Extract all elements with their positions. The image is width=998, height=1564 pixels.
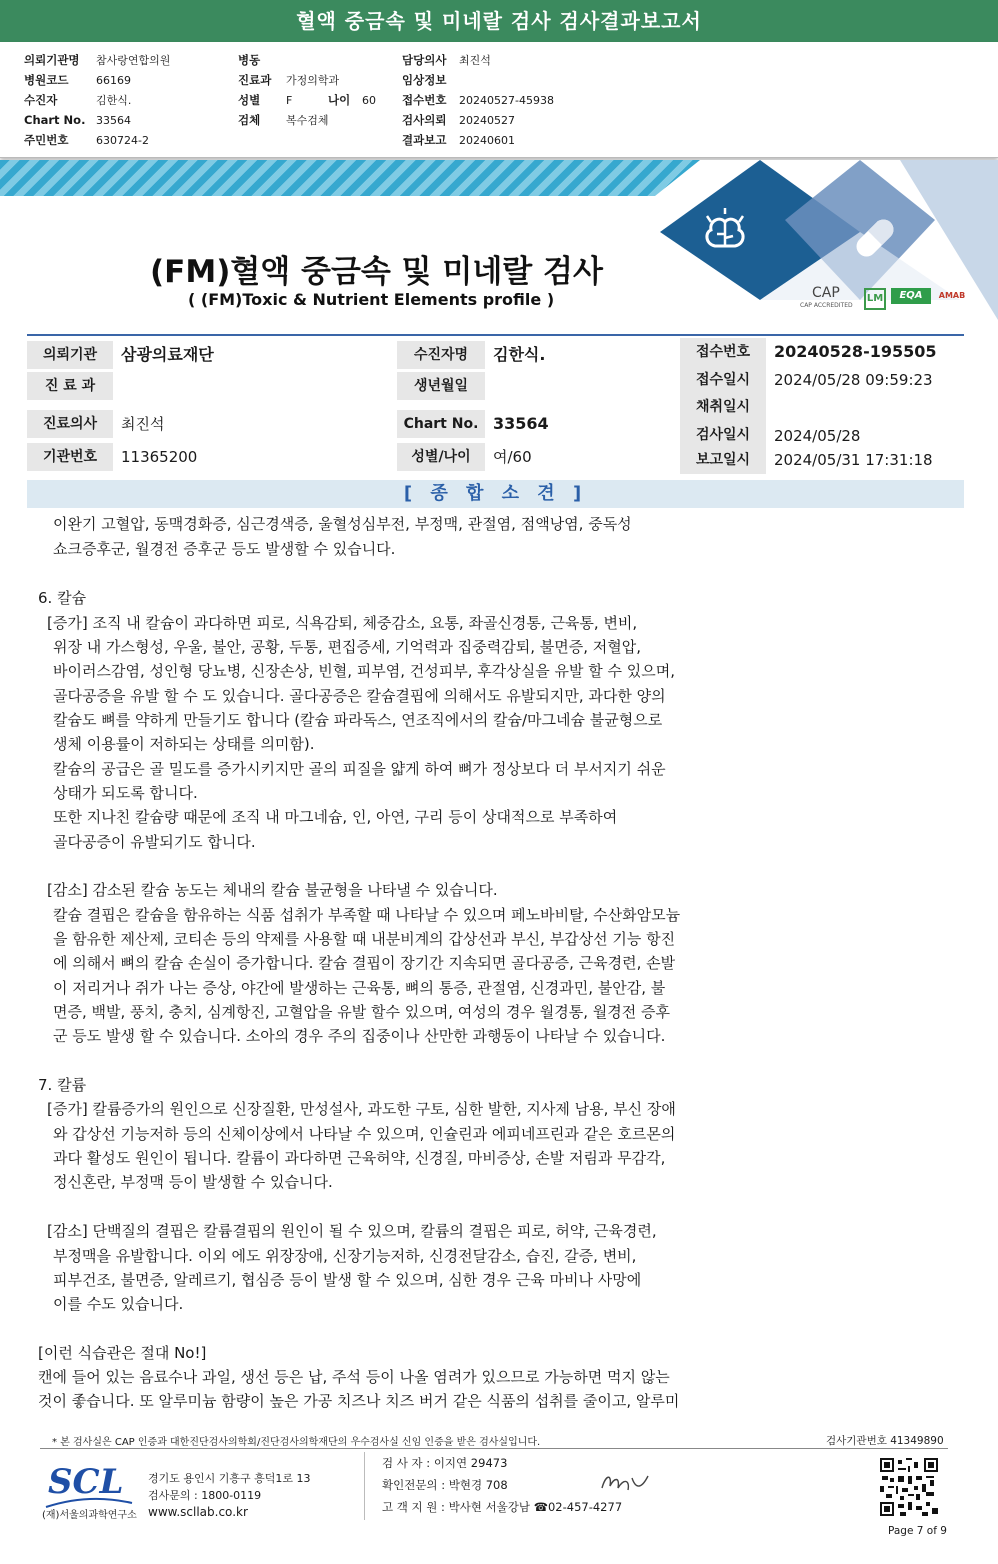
report-top-title: 혈액 중금속 및 미네랄 검사 검사결과보고서 [0, 0, 998, 42]
text-line: 부정맥을 유발합니다. 이외 에도 위장장애, 신장기능저하, 신경전달감소, 습진, 갈증, 변비, [53, 1247, 637, 1265]
text-line: [감소] 단백질의 결핍은 칼륨결핍의 원인이 될 수 있으며, 칼륨의 결핍은 피로, 허약, 근육경련, [47, 1222, 657, 1240]
header-row: 수진자 김한식. [24, 93, 132, 107]
signature-image [598, 1470, 654, 1496]
section-heading: 6. 칼슘 [38, 589, 87, 607]
patient-row: 진 료 과 생년월일 [27, 372, 964, 400]
receipt-dt: 2024/05/28 09:59:23 [774, 371, 933, 389]
specialist: 확인전문의 : 박현경 708 [382, 1478, 508, 1492]
cap-accredited-text: CAP ACCREDITED [800, 302, 853, 309]
section-heading: 7. 칼륨 [38, 1076, 87, 1094]
patient-row: 진료의사 최진석 Chart No. 33564 [27, 410, 964, 438]
report-dt: 2024/05/31 17:31:18 [774, 451, 933, 469]
header-row: Chart No. 33564 [24, 113, 131, 127]
report-title: (FM)혈액 중금속 및 미네랄 검사 [150, 254, 603, 290]
test-label: 검사일시 [680, 421, 766, 449]
receipt-no-label: 접수번호 [680, 338, 766, 366]
brain-icon [697, 206, 753, 262]
lab-address: 경기도 용인시 기흥구 흥덕1로 13 [148, 1472, 311, 1485]
lm-logo: LM [864, 288, 886, 310]
header-row: 성별 F 나이 60 [238, 93, 376, 107]
text-line: [증가] 칼륨증가의 원인으로 신장질환, 만성설사, 과도한 구토, 심한 발한, 지사제 남용, 부신 장애 [47, 1100, 676, 1118]
report-subtitle: ( (FM)Toxic & Nutrient Elements profile ) [188, 290, 555, 309]
text-line: 칼슘도 뼈를 약하게 만들기도 합니다 (칼슘 파라독스, 연조직에서의 칼슘/마그네슘 불균형으로 [53, 711, 663, 729]
text-line: [증가] 조직 내 칼슘이 과다하면 피로, 식욕감퇴, 체중감소, 요통, 좌골신경통, 근육통, 변비, [47, 614, 638, 632]
examiner: 검 사 자 : 이지연 29473 [382, 1456, 508, 1470]
patient-row: 기관번호 11365200 성별/나이 여/60 [27, 443, 964, 471]
text-line: 이를 수도 있습니다. [53, 1295, 184, 1313]
patient-row: 의뢰기관 삼광의료재단 수진자명 김한식. [27, 341, 964, 369]
text-line: 와 갑상선 기능저하 등의 신체이상에서 나타날 수 있으며, 인슐린과 에피네프린과 같은 호르몬의 [53, 1125, 676, 1143]
text-line: 것이 좋습니다. 또 알루미늄 함량이 높은 가공 치즈나 치즈 버거 같은 식품의 섭취를 줄이고, 알루미 [38, 1392, 680, 1410]
footer-vline [364, 1452, 365, 1520]
header-row: 의뢰기관명 참사랑연합의원 [24, 53, 171, 67]
text-line: [감소] 감소된 칼슘 농도는 체내의 칼슘 불균형을 나타낼 수 있습니다. [47, 881, 498, 899]
text-line: 정신혼란, 부정맥 등이 발생할 수 있습니다. [53, 1173, 333, 1191]
header-info [0, 42, 998, 158]
receipt-no: 20240528-195505 [774, 342, 937, 361]
section-heading: [이런 식습관은 절대 No!] [38, 1344, 207, 1362]
cap-logo-text: CAP [812, 285, 840, 301]
text-line: 생체 이용률이 저하되는 상태를 의미함). [53, 735, 315, 753]
page-number: Page 7 of 9 [888, 1525, 947, 1537]
text-line: 캔에 들어 있는 음료수나 과일, 생선 등은 납, 주석 등이 나올 염려가 있으므로 가능하면 먹지 않는 [38, 1368, 670, 1386]
text-line: 골다공증을 유발 할 수 도 있습니다. 골다공증은 칼슘결핍에 의해서도 유발되지만, 과다한 양의 [53, 687, 666, 705]
collect-label: 채취일시 [680, 393, 766, 421]
scl-logo: SCL [48, 1462, 124, 1502]
text-line: 을 함유한 제산제, 코티손 등의 약제를 사용할 때 내분비계의 갑상선과 부신, 부갑상선 기능 항진 [53, 930, 676, 948]
amab-logo: AMAB [938, 291, 966, 300]
qr-code [880, 1458, 938, 1516]
text-line: 쇼크증후군, 월경전 증후군 등도 발생할 수 있습니다. [53, 540, 396, 558]
receipt-dt-label: 접수일시 [680, 366, 766, 394]
report-banner [0, 160, 998, 335]
header-row: 담당의사 최진석 [402, 53, 491, 67]
text-line: 바이러스감염, 성인형 당뇨병, 신장손상, 빈혈, 피부염, 건성피부, 후각상실을 유발 할 수 있으며, [53, 662, 675, 680]
header-row: 결과보고 20240601 [402, 133, 515, 147]
text-line: 위장 내 가스형성, 우울, 불안, 공황, 두통, 편집증세, 기억력과 집중력감퇴, 불면증, 저혈압, [53, 638, 642, 656]
report-label: 보고일시 [680, 446, 766, 474]
text-line: 피부건조, 불면증, 알레르기, 협심증 등이 발생 할 수 있으며, 심한 경우 근육 마비나 사망에 [53, 1271, 642, 1289]
text-line: 상태가 되도록 합니다. [53, 784, 198, 802]
text-line: 칼슘 결핍은 칼슘을 함유하는 식품 섭취가 부족할 때 나타날 수 있으며 페노바비탈, 수산화암모늄 [53, 906, 681, 924]
header-row: 병동 [238, 53, 261, 67]
text-line: 과다 활성도 원인이 됩니다. 칼륨이 과다하면 근육허약, 신경질, 마비증상, 손발 저림과 무감각, [53, 1149, 666, 1167]
summary-header: [ 종 합 소 견 ] [27, 480, 964, 508]
customer-support: 고 객 지 원 : 박사현 서울강남 ☎02-457-4277 [382, 1500, 623, 1514]
text-line: 또한 지나친 칼슘량 때문에 조직 내 마그네슘, 인, 아연, 구리 등이 상대적으로 부족하여 [53, 808, 618, 826]
text-line: 칼슘의 공급은 골 밀도를 증가시키지만 골의 피질을 얇게 하여 뼈가 정상보다 더 부서지기 쉬운 [53, 760, 666, 778]
collect-dt [768, 393, 964, 421]
header-row: 검사의뢰 20240527 [402, 113, 515, 127]
header-row: 주민번호 630724-2 [24, 133, 149, 147]
header-row: 진료과 가정의학과 [238, 73, 340, 87]
test-dt: 2024/05/28 [774, 427, 861, 445]
text-line: 이완기 고혈압, 동맥경화증, 심근경색증, 울혈성심부전, 부정맥, 관절염, 점액낭염, 중독성 [53, 515, 632, 533]
eqa-logo: EQA [891, 288, 931, 304]
scl-org-name: (재)서울의과학연구소 [42, 1510, 137, 1521]
header-col-2 [238, 50, 376, 130]
text-line: 이 저리거나 쥐가 나는 증상, 야간에 발생하는 근육통, 뼈의 통증, 관절염, 신경과민, 불안감, 불 [53, 979, 666, 997]
lab-inquiry: 검사문의 : 1800-0119 [148, 1489, 262, 1502]
header-col-3 [402, 50, 554, 150]
footer-divider [40, 1448, 948, 1449]
text-line: 골다공증이 유발되기도 합니다. [53, 833, 256, 851]
text-line: 에 의해서 뼈의 칼슘 손실이 증가합니다. 칼슘 결핍이 장기간 지속되면 골다공증, 근육경련, 손발 [53, 954, 676, 972]
lab-website[interactable]: www.scllab.co.kr [148, 1505, 248, 1519]
header-row: 접수번호 20240527-45938 [402, 93, 554, 107]
lab-code: 검사기관번호 41349890 [826, 1435, 944, 1447]
header-row: 병원코드 66169 [24, 73, 131, 87]
cap-logo [800, 285, 858, 313]
header-row: 검체 복수검체 [238, 113, 329, 127]
capsule-icon [845, 208, 905, 268]
text-line: 군 등도 발생 할 수 있습니다. 소아의 경우 주의 집중이나 산만한 과행동이 나타날 수 있습니다. [53, 1027, 666, 1045]
footer-note: * 본 검사실은 CAP 인증과 대한진단검사의학회/진단검사의학재단의 우수검사실 신임 인증을 받은 검사실입니다. [52, 1437, 541, 1448]
header-col-1 [24, 50, 170, 150]
text-line: 면증, 백발, 풍치, 충치, 심계항진, 고혈압을 유발 할수 있으며, 여성의 경우 월경통, 월경전 증후 [53, 1003, 671, 1021]
header-row: 임상정보 [402, 73, 447, 87]
